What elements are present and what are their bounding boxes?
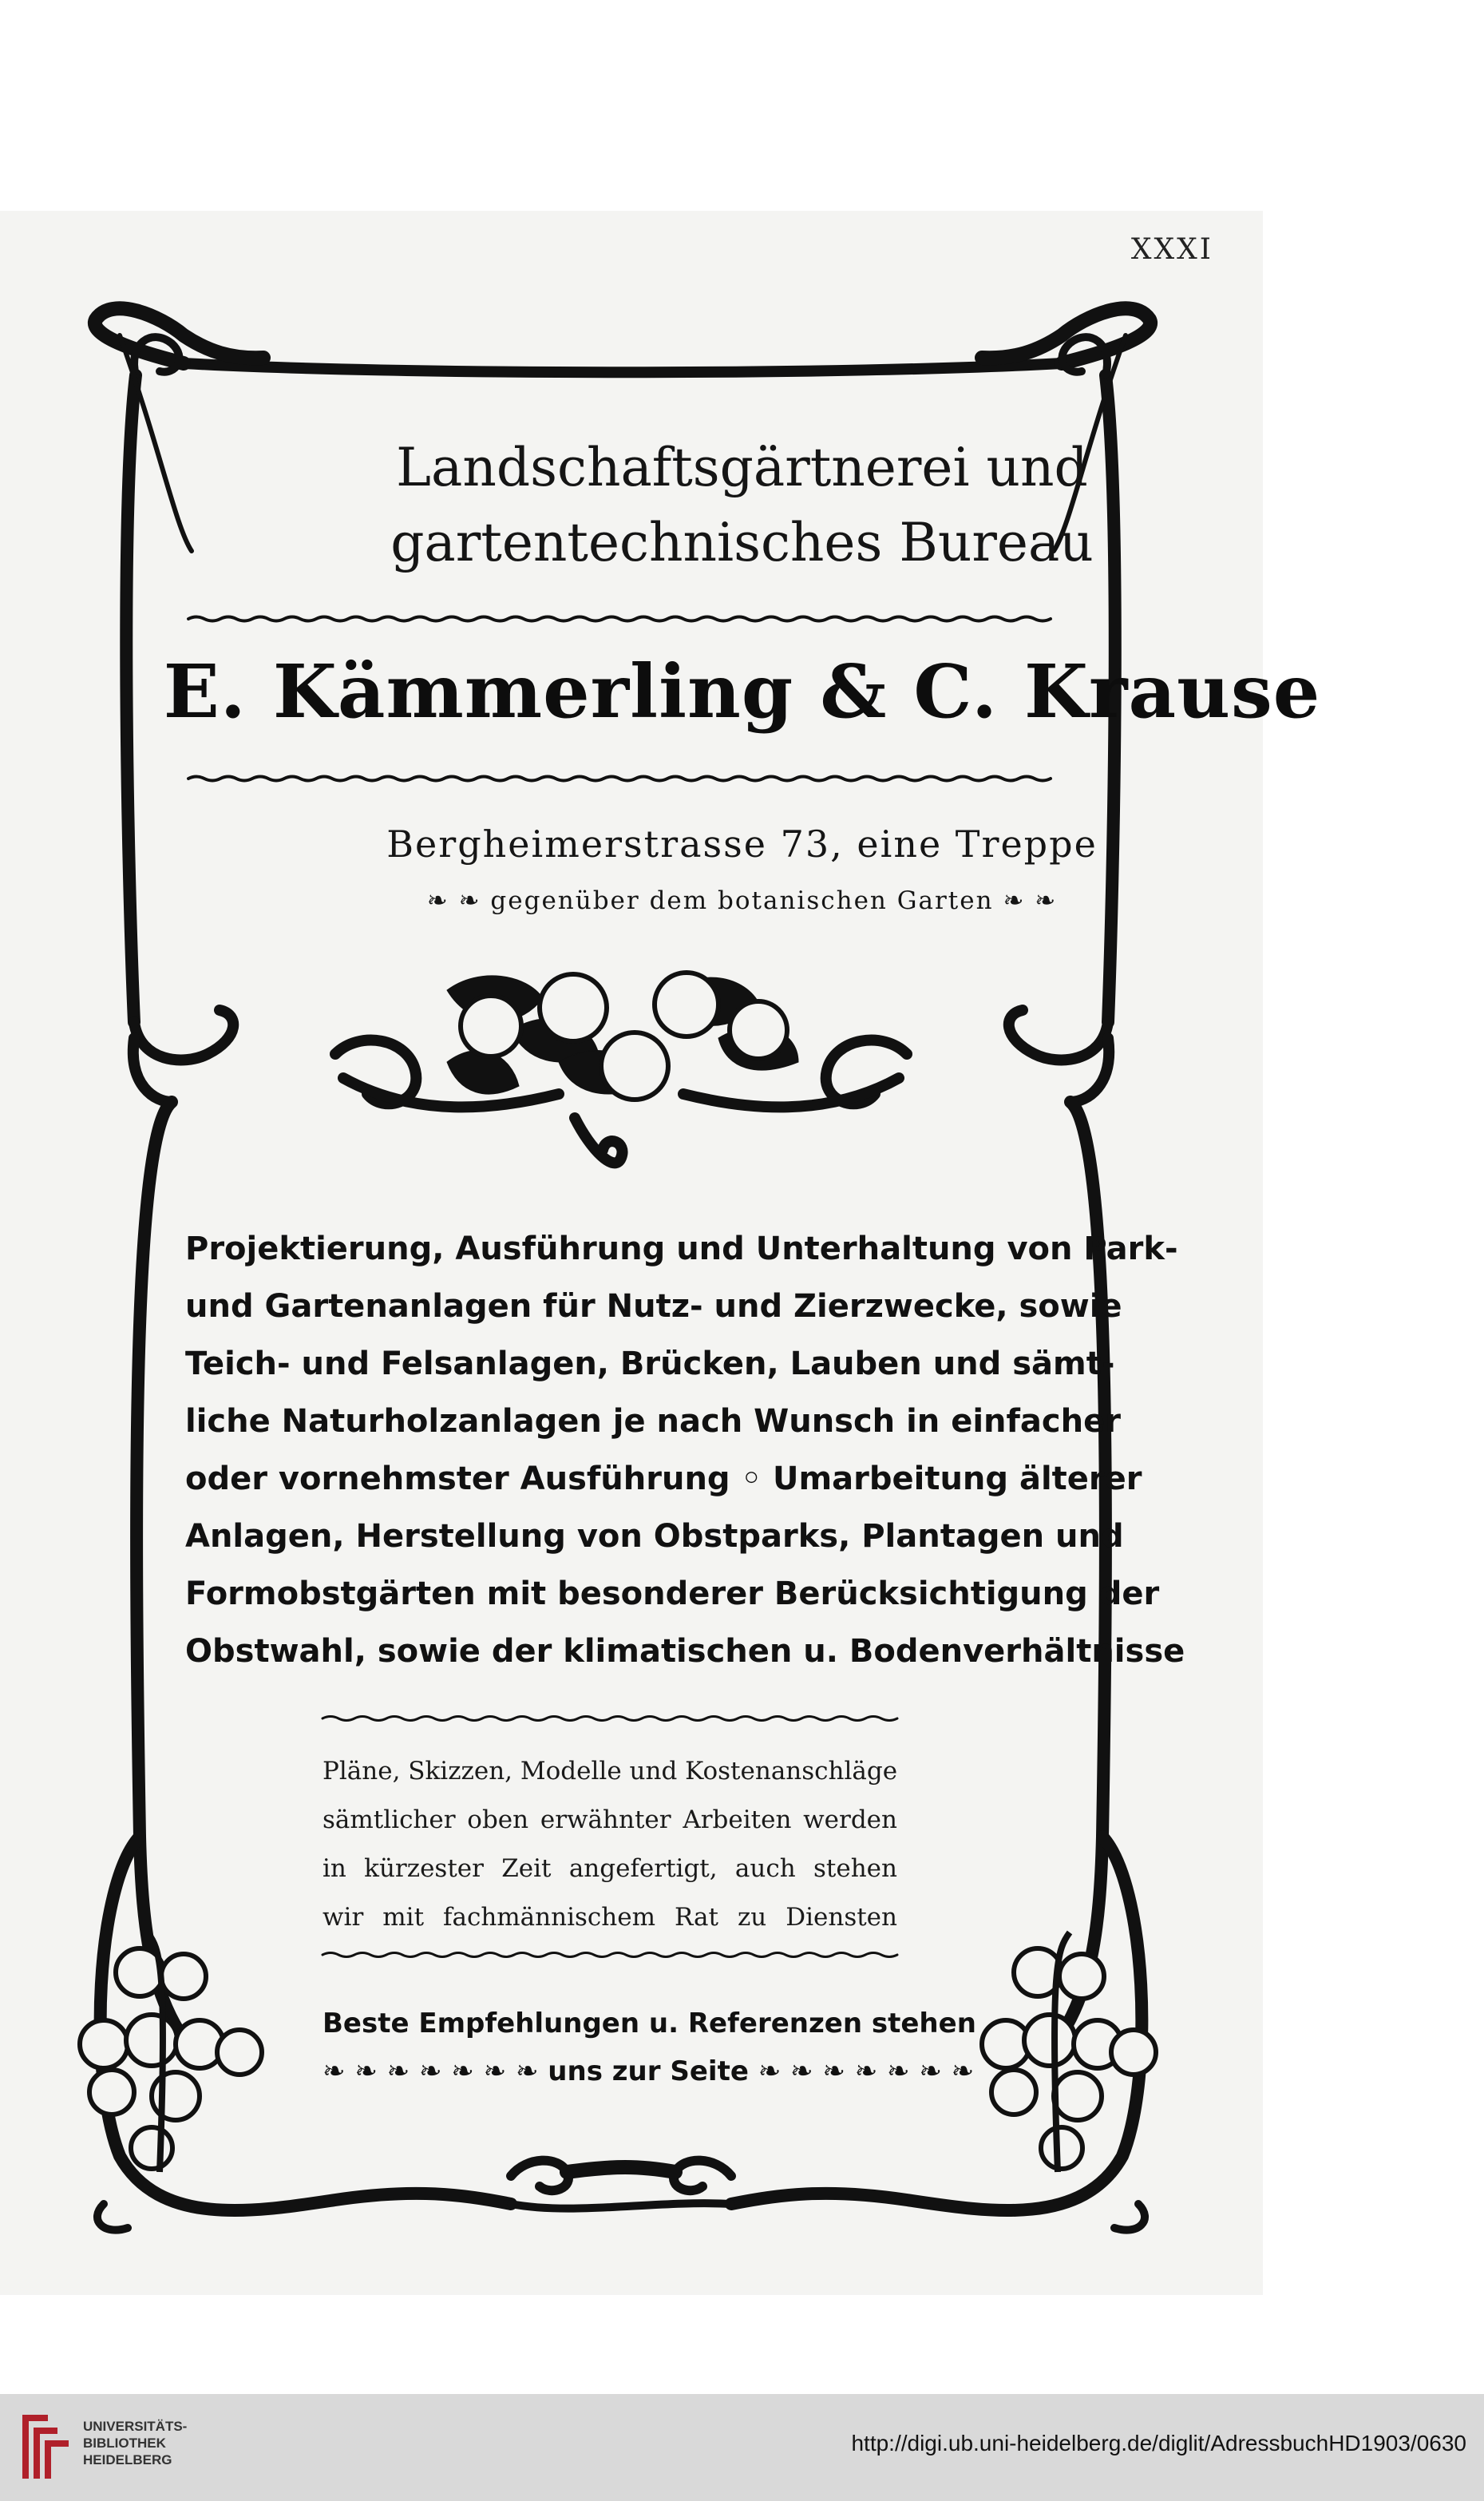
viewer-footer (0, 2394, 1484, 2501)
plans-line: in kürzester Zeit angefertigt, auch stehen (323, 1854, 897, 1883)
logo-line: HEIDELBERG (83, 2452, 172, 2467)
services-line: Projektierung, Ausführung und Unterhaltung von Park- (185, 1231, 1178, 1267)
logo-line: UNIVERSITÄTS- (83, 2419, 188, 2434)
services-line: oder vornehmster Ausführung ◦ Umarbeitung älterer (185, 1461, 1142, 1497)
ornament-mark-icon: ❧ ❧ (993, 886, 1058, 915)
library-logo-text[interactable] (83, 2418, 187, 2468)
frame-left-lower (137, 1102, 188, 2044)
divider-plans-bottom (323, 1953, 897, 1957)
services-line: Formobstgärten mit besonderer Berücksichtigung der (185, 1576, 1160, 1612)
plans-line: Pläne, Skizzen, Modelle und Kostenanschläge (323, 1757, 898, 1786)
ornament-row-icon: ❧ ❧ ❧ ❧ ❧ ❧ ❧ (323, 2055, 548, 2087)
plans-paragraph (323, 1747, 897, 1942)
divider-plans-top (323, 1717, 897, 1721)
fruit-ornament (335, 973, 907, 1163)
divider-line-top (188, 617, 1051, 621)
divider-line-bottom (188, 777, 1051, 781)
frame-top-bar (184, 363, 1062, 372)
address-note (0, 886, 1484, 915)
frame-left-waist (134, 1010, 233, 1060)
references-line-1: Beste Empfehlungen u. Referenzen stehen (323, 2008, 976, 2039)
references (323, 2008, 976, 2087)
services-paragraph (185, 1220, 1185, 1680)
services-line: und Gartenanlagen für Nutz- und Zierzwecke, sowie (185, 1288, 1122, 1325)
plans-line: wir mit fachmännischem Rat zu Diensten (323, 1903, 897, 1932)
address: Bergheimerstrasse 73, eine Treppe (386, 822, 1098, 866)
address-note-text: gegenüber dem botanischen Garten (490, 886, 994, 915)
logo-line: BIBLIOTHEK (83, 2436, 166, 2451)
page-number: XXXI (1130, 233, 1213, 266)
ornament-row-icon: ❧ ❧ ❧ ❧ ❧ ❧ ❧ (748, 2055, 975, 2087)
references-line-2-wrap (323, 2055, 975, 2087)
heading-line-1: Landschaftsgärtnerei und (396, 437, 1088, 498)
heading-line-2: gartentechnisches Bureau (390, 512, 1094, 573)
services-line: Anlagen, Herstellung von Obstparks, Plantagen und (185, 1518, 1124, 1555)
permalink-url[interactable]: http://digi.ub.uni-heidelberg.de/diglit/AdressbuchHD1903/0630 (851, 2431, 1466, 2455)
services-line: Teich- und Felsanlagen, Brücken, Lauben und sämt- (185, 1346, 1115, 1382)
plans-line: sämtlicher oben erwähnter Arbeiten werden (323, 1805, 897, 1834)
frame-bottom-center (511, 2203, 731, 2209)
services-line: liche Naturholzanlagen je nach Wunsch in einfacher (185, 1403, 1121, 1440)
frame-right-waist (1009, 1010, 1108, 1060)
library-logo-icon[interactable] (16, 2407, 77, 2487)
references-line-2: uns zur Seite (548, 2055, 749, 2087)
services-line: Obstwahl, sowie der klimatischen u. Bodenverhältnisse (185, 1633, 1185, 1670)
firm-name: E. Kämmerling & C. Krause (163, 648, 1321, 735)
ornament-mark-icon: ❧ ❧ (426, 886, 491, 915)
